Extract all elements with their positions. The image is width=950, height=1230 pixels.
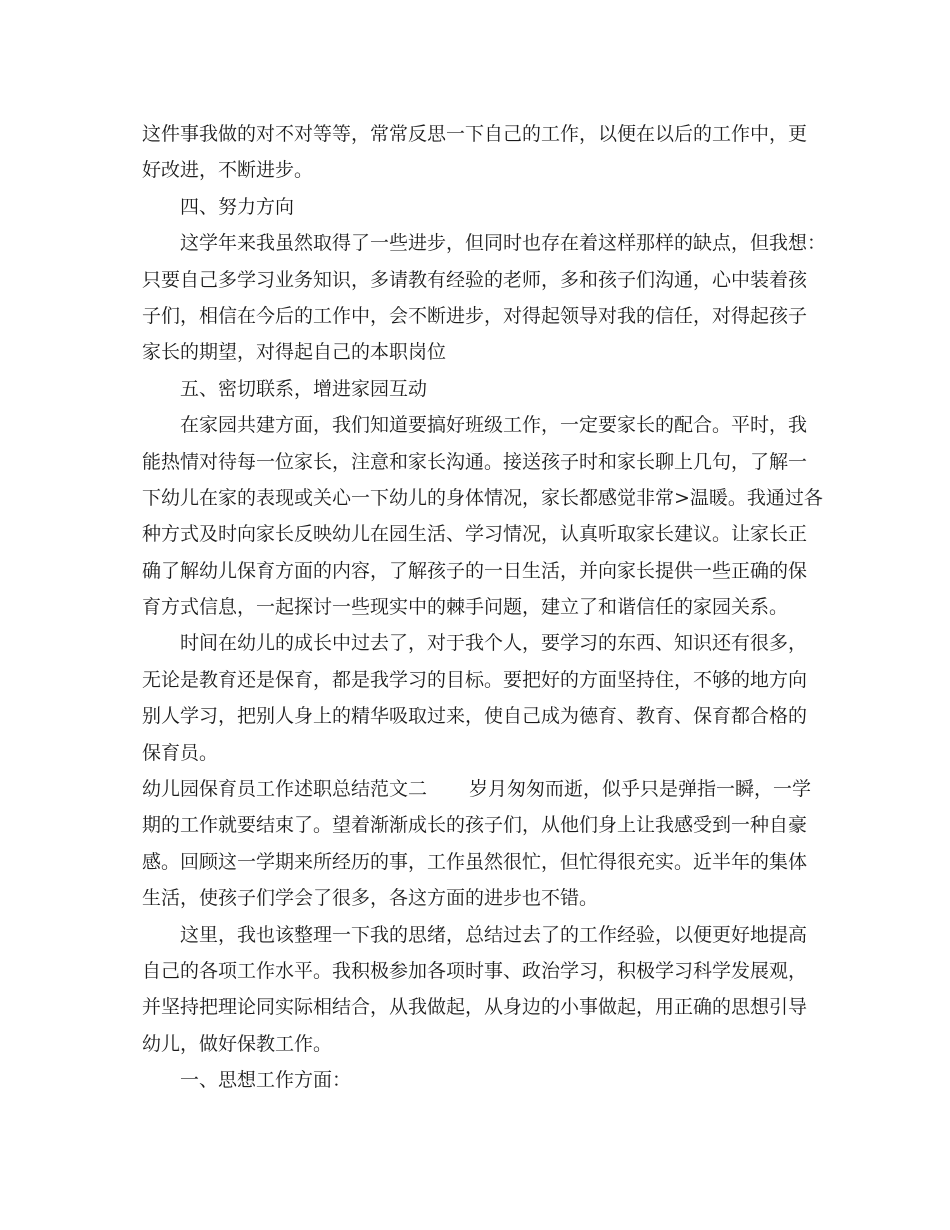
text-line: 这里，我也该整理一下我的思绪，总结过去了的工作经验，以便更好地提高 [180, 923, 808, 946]
text-line: 好改进，不断进步。 [142, 159, 314, 182]
text-line: 保育员。 [142, 741, 219, 764]
text-line: 感。回顾这一学期来所经历的事，工作虽然很忙，但忙得很充实。近半年的集体 [142, 850, 808, 873]
heading-line [142, 771, 812, 807]
text-line: 时间在幼儿的成长中过去了，对于我个人，要学习的东西、知识还有很多， [180, 632, 808, 655]
text-line: 种方式及时向家长反映幼儿在园生活、学习情况，认真听取家长建议。让家长正 [142, 523, 808, 546]
text-line: 家长的期望，对得起自己的本职岗位 [142, 341, 447, 364]
section-heading-5: 五、密切联系，增进家园互动 [180, 377, 428, 400]
article-intro: 岁月匆匆而逝，似乎只是弹指一瞬，一学 [469, 778, 812, 801]
text-line: 并坚持把理论同实际相结合，从我做起，从身边的小事做起，用正确的思想引导 [142, 996, 808, 1019]
text-line: 期的工作就要结束了。望着渐渐成长的孩子们，从他们身上让我感受到一种自豪 [142, 814, 808, 837]
text-line: 无论是教育还是保育，都是我学习的目标。要把好的方面坚持住，不够的地方向 [142, 668, 808, 691]
text-line: 下幼儿在家的表现或关心一下幼儿的身体情况，家长都感觉非常>温暖。我通过各 [142, 486, 823, 509]
document-body [142, 116, 827, 1099]
text-line: 幼儿，做好保教工作。 [142, 1032, 333, 1055]
text-line: 在家园共建方面，我们知道要搞好班级工作，一定要家长的配合。平时，我 [180, 414, 808, 437]
text-line: 只要自己多学习业务知识，多请教有经验的老师，多和孩子们沟通，心中装着孩 [142, 268, 808, 291]
article-title: 幼儿园保育员工作述职总结范文二 [142, 778, 428, 801]
section-heading-4: 四、努力方向 [180, 195, 295, 218]
text-line: 确了解幼儿保育方面的内容，了解孩子的一日生活，并向家长提供一些正确的保 [142, 559, 808, 582]
text-line: 这件事我做的对不对等等，常常反思一下自己的工作，以便在以后的工作中，更 [142, 123, 808, 145]
text-line: 子们，相信在今后的工作中，会不断进步，对得起领导对我的信任，对得起孩子 [142, 304, 808, 327]
text-line: 生活，使孩子们学会了很多，各这方面的进步也不错。 [142, 887, 599, 910]
text-line: 别人学习，把别人身上的精华吸取过来，使自己成为德育、教育、保育都合格的 [142, 705, 808, 728]
text-line: 育方式信息，一起探讨一些现实中的棘手问题，建立了和谐信任的家园关系。 [142, 596, 789, 619]
text-line: 自己的各项工作水平。我积极参加各项时事、政治学习，积极学习科学发展观， [142, 959, 808, 982]
text-line: 这学年来我虽然取得了一些进步，但同时也存在着这样那样的缺点，但我想： [180, 232, 827, 255]
section-heading-1: 一、思想工作方面： [180, 1069, 352, 1092]
text-line: 能热情对待每一位家长，注意和家长沟通。接送孩子时和家长聊上几句，了解一 [142, 450, 808, 473]
